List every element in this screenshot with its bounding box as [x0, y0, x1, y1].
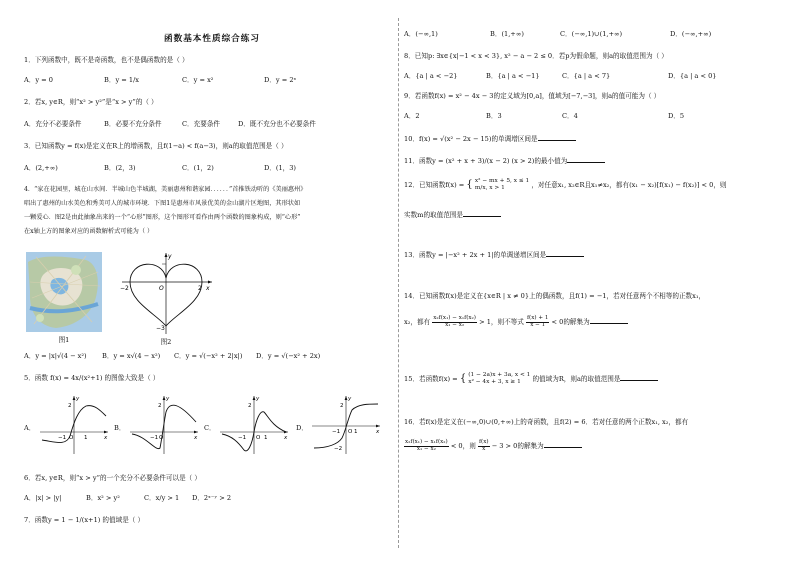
- q12-case2: m/x, x > 1: [474, 184, 505, 191]
- q2-option-c[interactable]: C．充要条件: [182, 120, 221, 128]
- q8-stem: 8．已知p: ∃x∈{x|−1 < x < 3}, x² − a − 2 ≤ 0．若p为假命题，则a的取值范围为（ ）: [404, 52, 668, 60]
- q15-stem: 15．若函数f(x) = { (1 − 2a)x + 3a, x < 1 x² − 4x + 3, x ≥ 1 的值域为R，则a的取值范围是: [404, 372, 658, 386]
- q13-answer-blank[interactable]: [546, 250, 584, 257]
- map-image: [26, 252, 102, 332]
- svg-text:y: y: [166, 396, 170, 402]
- q5-option-a-letter[interactable]: A．: [24, 424, 36, 432]
- svg-text:x: x: [376, 429, 380, 435]
- svg-text:−1: −1: [332, 429, 341, 435]
- q3-option-d[interactable]: D．(1，3): [264, 164, 297, 172]
- q2-stem: 2．若x, y∈R，则“x² > y²”是“x > y”的（ ）: [24, 98, 158, 106]
- svg-text:−1: −1: [58, 435, 67, 441]
- q12-line2: 实数m的取值范围是: [404, 210, 501, 219]
- q9-options: [404, 112, 684, 120]
- svg-text:−1: −1: [150, 435, 159, 441]
- q4-option-d[interactable]: D．y = √(−x² + 2x): [256, 352, 321, 360]
- q15-case1: (1 − 2a)x + 3a, x < 1: [468, 372, 531, 378]
- q3-option-c[interactable]: C．(1，2): [182, 164, 214, 172]
- q1-option-d[interactable]: D．y = 2ˣ: [264, 76, 297, 84]
- q14-answer-blank[interactable]: [590, 317, 628, 324]
- q3-stem: 3．已知函数y = f(x)是定义在R上的增函数，且f(1−a) < f(a−3)，则a的取值范围是（ ）: [24, 142, 288, 150]
- svg-text:1: 1: [84, 435, 88, 441]
- q12-case1: x² − mx + 5, x ≤ 1: [474, 178, 530, 184]
- q3-option-b[interactable]: B．(2，3): [104, 164, 136, 172]
- q5-option-c-letter[interactable]: C．: [204, 424, 216, 432]
- q6-stem: 6．若x, y∈R，则“x > y”的一个充分不必要条件可以是（ ）: [24, 474, 201, 482]
- q8-option-a[interactable]: A．{a | a < −2}: [404, 72, 458, 80]
- q7-options: [404, 30, 711, 38]
- q1-option-a[interactable]: A．y = 0: [24, 76, 53, 84]
- q5-graph-a[interactable]: [36, 392, 112, 456]
- q1-stem: 1．下列函数中，既不是奇函数，也不是偶函数的是（ ）: [24, 56, 189, 64]
- q4-line2: 唱出了惠州的山水美色和秀美可人的城市环境．下图1是惠州市风景优美的金山湖片区地图，其形状如: [24, 200, 301, 207]
- q10-answer-blank[interactable]: [538, 134, 576, 141]
- heart-y-label: y: [168, 253, 172, 260]
- heart-tick-neg2: −2: [120, 285, 129, 292]
- q5-graph-b[interactable]: [126, 392, 202, 456]
- q7-option-b[interactable]: B．(1,+∞): [490, 30, 524, 38]
- svg-text:2: 2: [158, 403, 162, 409]
- q13-stem: 13．函数y = |−x² + 2x + 1|的单调递增区间是: [404, 250, 584, 259]
- svg-text:2: 2: [248, 403, 252, 409]
- q2-option-b[interactable]: B．必要不充分条件: [104, 120, 162, 128]
- svg-text:O: O: [256, 435, 261, 441]
- heart-graph-figure: [116, 250, 216, 346]
- svg-text:1: 1: [354, 429, 358, 435]
- q5-graph-options: [24, 392, 384, 460]
- svg-text:−1: −1: [238, 435, 247, 441]
- q1-options: [24, 76, 296, 84]
- heart-tick-neg3: −3: [156, 325, 165, 332]
- svg-text:x: x: [284, 435, 288, 441]
- q1-option-c[interactable]: C．y = x²: [182, 76, 214, 84]
- huizhou-map-figure: [26, 252, 102, 344]
- q4-option-c[interactable]: C．y = √(−x² + 2|x|): [174, 352, 243, 360]
- q6-options: [24, 494, 231, 502]
- heart-origin-label: O: [159, 285, 164, 292]
- q5-option-d-letter[interactable]: D．: [296, 424, 308, 432]
- q9-option-b[interactable]: B．3: [486, 112, 502, 120]
- heart-tick-2: 2: [198, 285, 202, 292]
- svg-text:y: y: [348, 396, 352, 402]
- q10-stem: 10．f(x) = √(x² − 2x − 15)的单调增区间是: [404, 134, 576, 143]
- q8-option-c[interactable]: C．{a | a < 7}: [562, 72, 611, 80]
- q2-option-a[interactable]: A．充分不必要条件: [24, 120, 82, 128]
- q8-options: [404, 72, 716, 80]
- q9-option-c[interactable]: C．4: [562, 112, 578, 120]
- q4-options: [24, 352, 320, 360]
- q9-option-a[interactable]: A．2: [404, 112, 420, 120]
- q4-line3: 一颗爱心．图2是由此抽象出来的一个“心形”图形，这个图形可看作由两个函数的图象构成，则“心形”: [24, 214, 301, 221]
- svg-text:x: x: [194, 435, 198, 441]
- q1-option-b[interactable]: B．y = 1/x: [104, 76, 140, 84]
- q7-option-c[interactable]: C．(−∞,1)∪(1,+∞): [560, 30, 623, 38]
- q11-stem: 11．函数y = (x² + x + 3)/(x − 2) (x > 2)的最小值为: [404, 156, 605, 165]
- svg-text:O: O: [348, 429, 353, 435]
- q3-options: [24, 164, 296, 172]
- figure1-label: 图1: [58, 336, 70, 345]
- svg-text:−2: −2: [334, 446, 343, 452]
- q12-stem: 12．已知函数f(x) = { x² − mx + 5, x ≤ 1 m/x, x > 1 ，对任意x₁, x₂∈R且x₁≠x₂，都有(x₁ − x₂)[f(x₁) − f(x₂)] < 0，则: [404, 178, 727, 191]
- q6-option-c[interactable]: C．x/y > 1: [144, 494, 180, 502]
- svg-text:2: 2: [68, 403, 72, 409]
- q12-answer-blank[interactable]: [463, 210, 501, 217]
- q4-line4: 在x轴上方的图象对应的函数解析式可能为（ ）: [24, 228, 154, 235]
- q15-case2: x² − 4x + 3, x ≥ 1: [468, 378, 521, 385]
- q5-graph-c[interactable]: [216, 392, 292, 456]
- q8-option-d[interactable]: D．{a | a < 0}: [668, 72, 717, 80]
- q14-line1: 14．已知函数f(x)是定义在{x∈R | x ≠ 0}上的偶函数，且f(1) = −1，若对任意两个不相等的正数x₁，: [404, 292, 706, 300]
- q9-option-d[interactable]: D．5: [668, 112, 685, 120]
- svg-text:y: y: [76, 396, 80, 402]
- q16-line1: 16．若f(x)是定义在(−∞,0)∪(0,+∞)上的奇函数，且f(2) = 6．若对任意的两个正数x₁, x₂，都有: [404, 418, 689, 426]
- svg-text:O: O: [159, 435, 164, 441]
- heart-graph: [116, 250, 216, 338]
- svg-text:y: y: [256, 396, 260, 402]
- q11-answer-blank[interactable]: [567, 156, 605, 163]
- q16-line2: $\frac{\text{x₂f(x₁) − x₁f(x₂)}}{\text{x₁ − x₂}}$ < 0，则 $\frac{f(x)}{x}$ − 3 > 0的解集为: [404, 440, 582, 452]
- column-divider: [398, 18, 399, 548]
- q5-graph-d[interactable]: [308, 392, 384, 456]
- q6-option-b[interactable]: B．x² > y²: [86, 494, 120, 502]
- q2-options: [24, 120, 316, 128]
- q2-option-d[interactable]: D．既不充分也不必要条件: [238, 120, 316, 128]
- svg-text:1: 1: [264, 435, 268, 441]
- q6-option-a[interactable]: A．|x| > |y|: [24, 494, 62, 502]
- q3-option-a[interactable]: A．(2,+∞): [24, 164, 58, 172]
- q5-stem: 5．函数 f(x) = 4x/(x²+1) 的图像大致是（ ）: [24, 374, 160, 382]
- q6-option-d[interactable]: D．2ˣ⁻ʸ > 2: [192, 494, 232, 502]
- q7-stem: 7．函数y = 1 − 1/(x+1) 的值域是（ ）: [24, 516, 145, 524]
- heart-x-label: x: [206, 285, 210, 292]
- svg-text:x: x: [104, 435, 108, 441]
- svg-text:O: O: [69, 435, 74, 441]
- q8-option-b[interactable]: B．{a | a < −1}: [486, 72, 540, 80]
- q7-option-a[interactable]: A．(−∞,1): [404, 30, 438, 38]
- q15-answer-blank[interactable]: [620, 374, 658, 381]
- q7-option-d[interactable]: D．(−∞,+∞): [670, 30, 712, 38]
- q16-answer-blank[interactable]: [544, 441, 582, 448]
- figure2-label: 图2: [160, 338, 172, 347]
- q5-option-b-letter[interactable]: B．: [114, 424, 126, 432]
- q4-option-b[interactable]: B．y = x√(4 − x²): [102, 352, 161, 360]
- q9-stem: 9．若函数f(x) = x² − 4x − 3的定义域为[0,a]，值域为[−7,−3]，则a的值可能为（ ）: [404, 92, 661, 100]
- q4-option-a[interactable]: A．y = |x|√(4 − x²): [24, 352, 87, 360]
- svg-text:2: 2: [340, 403, 344, 409]
- q4-line1: 4．“家在花园里，城在山水间．半城山色半城湖，美丽惠州和谐家园．．．．．．”首推铁动听的《美丽惠州》: [24, 186, 307, 193]
- page-title: 函数基本性质综合练习: [164, 34, 260, 44]
- q14-line2: x₂，都有 $\frac{\text{x₂f(x₁) − x₁f(x₂)}}{\text{x₁ − x₂}}$ > 1，则不等式 $\frac{f(x) + 1}{x - 1}$ < 0的解集为: [404, 316, 628, 328]
